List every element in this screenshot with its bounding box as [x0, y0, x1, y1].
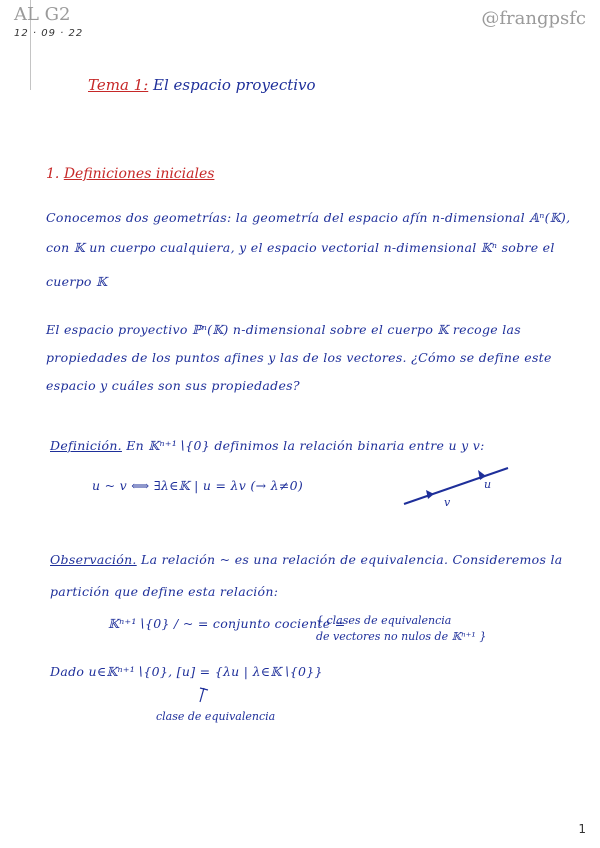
body-line-1: Conocemos dos geometrías: la geometría del espacio afín n-dimensional 𝔸ⁿ(𝕂), [46, 210, 571, 225]
vector-line [404, 468, 508, 504]
date-header: 12 · 09 · 22 [14, 28, 84, 39]
title-text: El espacio proyectivo [153, 76, 316, 94]
body-line-2: con 𝕂 un cuerpo cualquiera, y el espacio vectorial n-dimensional 𝕂ⁿ sobre el [46, 240, 555, 255]
brace-line-1: { clases de equivalencia [316, 614, 452, 627]
quotient-set: 𝕂ⁿ⁺¹∖{0} / ~ = conjunto cociente = [108, 616, 346, 631]
definition-text: En 𝕂ⁿ⁺¹∖{0} definimos la relación binaria entre u y v: [126, 438, 485, 453]
course-header: AL G2 [14, 4, 71, 25]
observation-line-2: partición que define esta relación: [50, 584, 279, 599]
watermark: @frangpsfc [481, 8, 586, 29]
vector-v-label: v [444, 496, 451, 509]
vector-u-label: u [484, 478, 492, 491]
definition-formula: u ~ v ⟺ ∃λ∈𝕂 | u = λv (→ λ≠0) [92, 478, 304, 493]
observation-text: La relación ~ es una relación de equivalencia. Consideremos la [140, 552, 563, 567]
pointer-arrow-icon [200, 688, 208, 702]
definition-label: Definición. [50, 438, 122, 453]
body-line-4: El espacio proyectivo ℙⁿ(𝕂) n-dimensional sobre el cuerpo 𝕂 recoge las [46, 322, 522, 337]
arrowhead-v-icon [426, 490, 434, 499]
section-number: 1. [46, 166, 60, 182]
body-line-3: cuerpo 𝕂 [46, 274, 108, 289]
equivalence-class-formula: Dado u∈𝕂ⁿ⁺¹∖{0}, [u] = {λu | λ∈𝕂∖{0}} [50, 664, 323, 679]
class-note: clase de equivalencia [156, 710, 276, 723]
body-line-5: propiedades de los puntos afines y las de los vectores. ¿Cómo se define este [46, 350, 552, 365]
brace-line-2: de vectores no nulos de 𝕂ⁿ⁺¹ } [316, 630, 487, 643]
body-line-6: espacio y cuáles son sus propiedades? [46, 378, 300, 393]
section-title: Definiciones iniciales [63, 166, 215, 182]
observation-label: Observación. [50, 552, 137, 567]
title-label: Tema 1: [88, 76, 149, 94]
page-number: 1 [578, 822, 586, 836]
